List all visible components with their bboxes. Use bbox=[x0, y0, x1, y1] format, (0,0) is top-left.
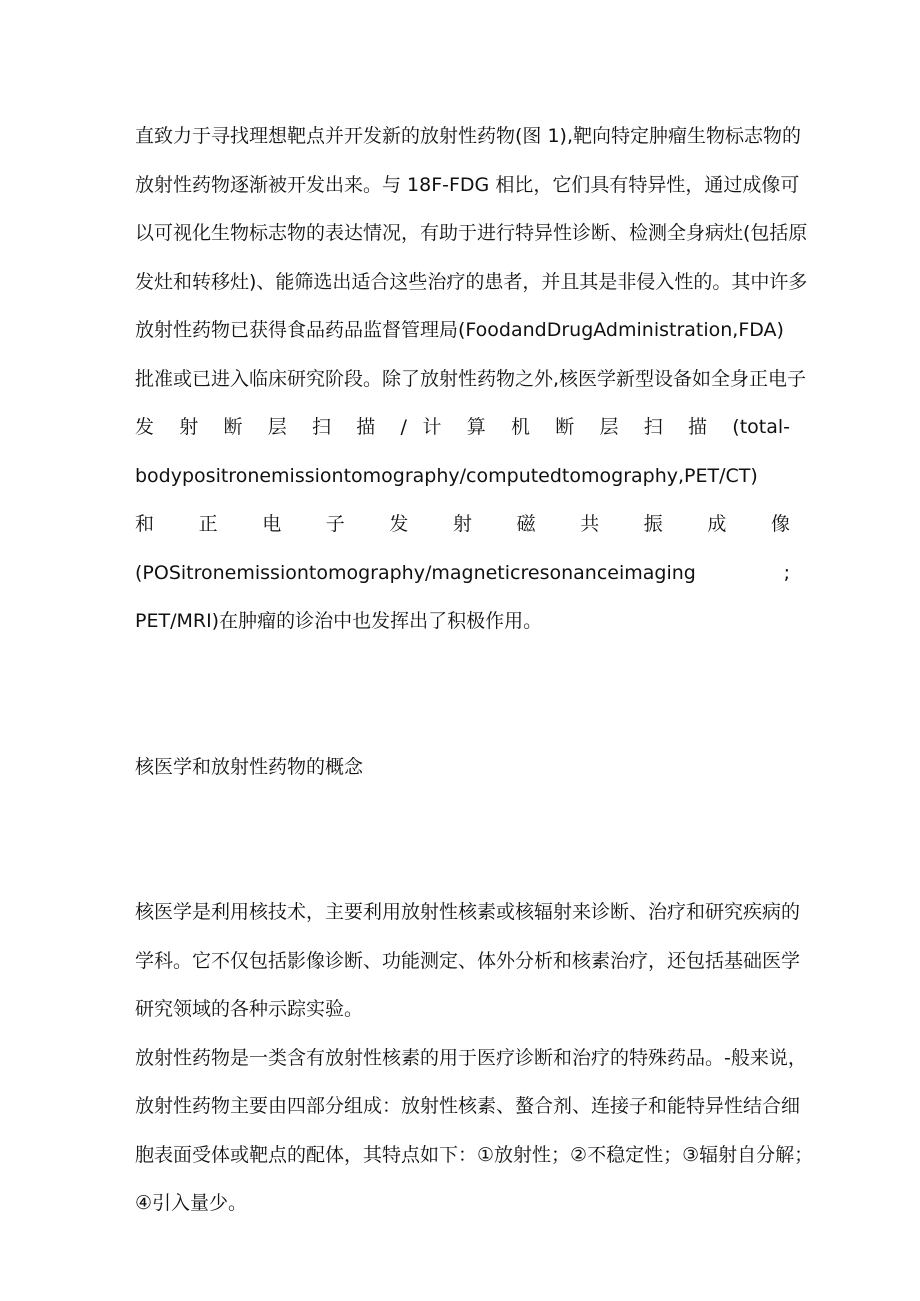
document-body bbox=[135, 112, 814, 1228]
text-line: ④引入量少。 bbox=[135, 1192, 248, 1214]
text-line: PET/MRI)在肿瘤的诊治中也发挥出了积极作用。 bbox=[135, 610, 543, 632]
paragraph-radiopharmaceutical-definition bbox=[135, 1034, 814, 1228]
text-line-justified: 发 射 断 层 扫 描 / 计 算 机 断 层 扫 描 (total- bbox=[135, 416, 790, 438]
text-line: 胞表面受体或靶点的配体，其特点如下：①放射性；②不稳定性；③辐射自分解； bbox=[135, 1143, 814, 1166]
text-line-justified: (POSitronemissiontomography/magneticresonanceimaging ; bbox=[135, 561, 790, 584]
text-line: bodypositronemissiontomography/computedtomography,PET∕CT) bbox=[135, 464, 758, 487]
text-line: 核医学是利用核技术，主要利用放射性核素或核辐射来诊断、治疗和研究疾病的 bbox=[135, 901, 801, 923]
text-line: 研究领域的各种示踪实验。 bbox=[135, 998, 364, 1020]
text-line: 发灶和转移灶)、能筛选出适合这些治疗的患者，并且其是非侵入性的。其中许多 bbox=[135, 270, 808, 293]
text-line: 放射性药物是一类含有放射性核素的用于医疗诊断和治疗的特殊药品。-般来说， bbox=[135, 1046, 807, 1069]
paragraph-radiopharmaceutical-development bbox=[135, 112, 808, 646]
text-line: 以可视化生物标志物的表达情况，有助于进行特异性诊断、检测全身病灶(包括原 bbox=[135, 222, 808, 244]
paragraph-spacer bbox=[135, 646, 790, 743]
text-line: 放射性药物逐渐被开发出来。与 18F-FDG 相比，它们具有特异性，通过成像可 bbox=[135, 173, 800, 196]
paragraph-nuclear-medicine-definition bbox=[135, 888, 801, 1034]
text-line: 放射性药物主要由四部分组成：放射性核素、螯合剂、连接子和能特异性结合细 bbox=[135, 1095, 801, 1117]
text-line-justified: 和 正 电 子 发 射 磁 共 振 成 像 bbox=[135, 513, 790, 535]
section-heading: 核医学和放射性药物的概念 bbox=[135, 755, 364, 778]
paragraph-spacer bbox=[135, 791, 790, 888]
text-line: 放射性药物已获得食品药品监督管理局(FoodandDrugAdministration,FDA) bbox=[135, 319, 784, 341]
text-line: 学科。它不仅包括影像诊断、功能测定、体外分析和核素治疗，还包括基础医学 bbox=[135, 949, 801, 972]
text-line: 批准或已进入临床研究阶段。除了放射性药物之外,核医学新型设备如全身正电子 bbox=[135, 367, 807, 390]
text-line: 直致力于寻找理想靶点并开发新的放射性药物(图 1),靶向特定肿瘤生物标志物的 bbox=[135, 125, 801, 147]
